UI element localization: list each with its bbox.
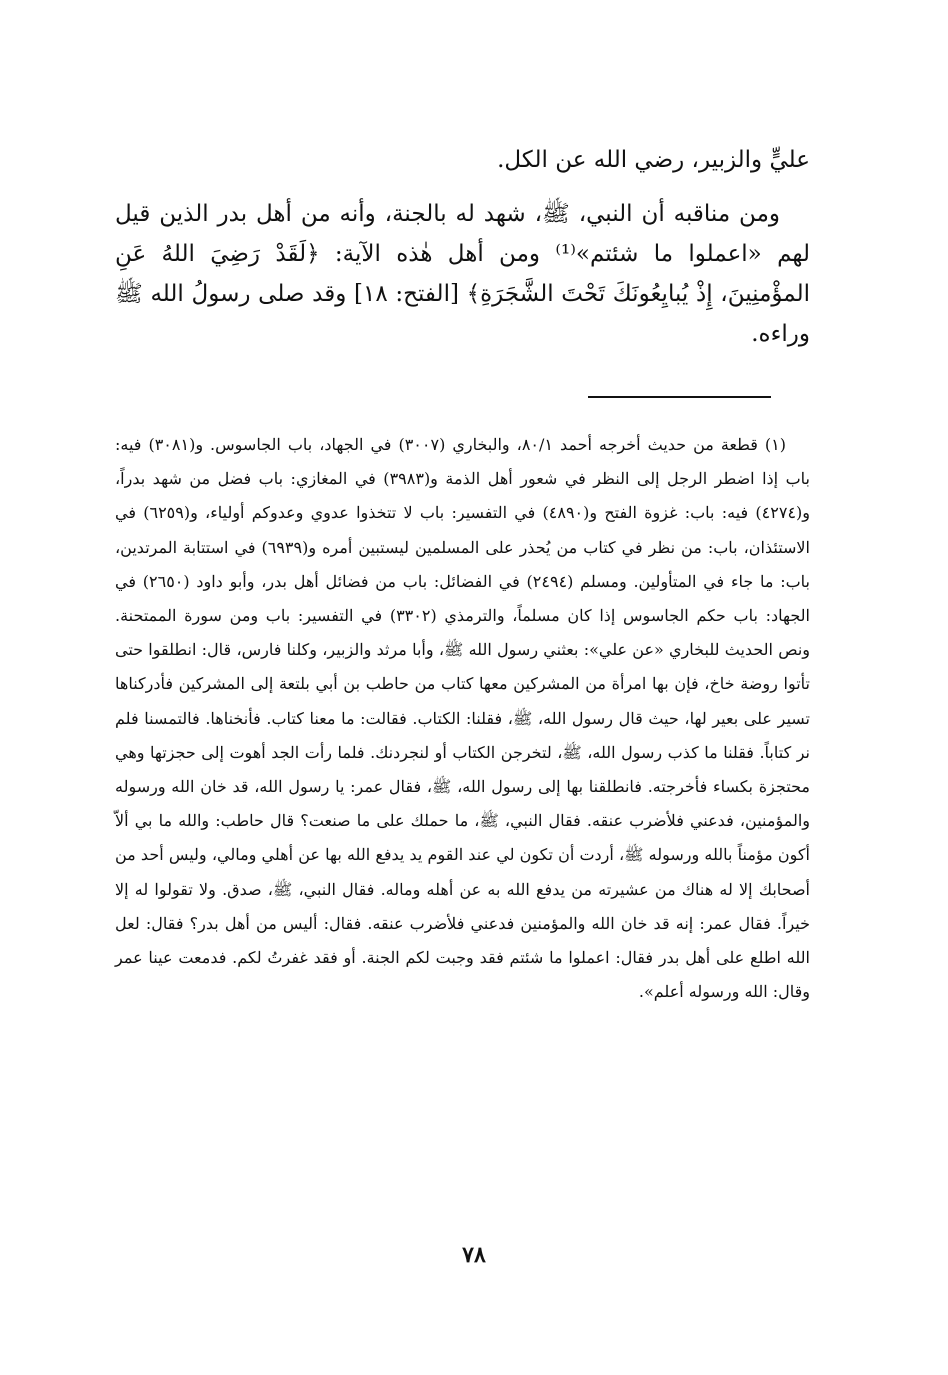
footnote-divider	[588, 396, 771, 398]
footnote-section	[115, 428, 810, 1009]
main-text	[115, 140, 810, 354]
footnote-text: (١) قطعة من حديث أخرجه أحمد ٨٠/١، والبخاري (٣٠٠٧) في الجهاد، باب الجاسوس. و(٣٠٨١) فيه: باب إذا اضطر الرجل إلى النظر في شعور أهل الذمة و(٣٩٨٣) في المغازي: باب فضل من شهد بدراً، و(٤٢٧٤) فيه: باب: غزوة الفتح و(٤٨٩٠) في التفسير: باب لا تتخذوا عدوي وعدوكم أولياء، و(٦٢٥٩) في الاستئذان، باب: من نظر في كتاب من يُحذر على المسلمين ليستبين أمره و(٦٩٣٩) في استتابة المرتدين، باب: ما جاء في المتأولين. ومسلم (٢٤٩٤) في الفضائل: باب من فضائل أهل بدر، وأبو داود (٢٦٥٠) في الجهاد: باب حكم الجاسوس إذا كان مسلماً، والترمذي (٣٣٠٢) في التفسير: باب ومن سورة الممتحنة. ونص الحديث للبخاري «عن علي»: بعثني رسول الله ﷺ، وأبا مرثد والزبير، وكلنا فارس، قال: انطلقوا حتى تأتوا روضة خاخ، فإن بها امرأة من المشركين معها كتاب من حاطب بن أبي بلتعة إلى المشركين فأدركناها تسير على بعير لها، حيث قال رسول الله، ﷺ، فقلنا: الكتاب. فقالت: ما معنا كتاب. فأنخناها. فالتمسنا فلم نر كتاباً. فقلنا ما كذب رسول الله، ﷺ، لتخرجن الكتاب أو لنجردنك. فلما رأت الجد أهوت إلى حجزتها وهي محتجزة بكساء فأخرجته. فانطلقنا بها إلى رسول الله، ﷺ، فقال عمر: يا رسول الله، قد خان الله ورسوله والمؤمنين، فدعني فلأضرب عنقه. فقال النبي، ﷺ، ما حملك على ما صنعت؟ قال حاطب: والله ما بي ألاّ أكون مؤمناً بالله ورسوله ﷺ، أردت أن تكون لي عند القوم يد يدفع الله بها عن أهلي ومالي، وليس أحد من أصحابك إلا له هناك من عشيرته من يدفع الله به عن أهله وماله. فقال النبي، ﷺ، صدق. ولا تقولوا له إلا خيراً. فقال عمر: إنه قد خان الله والمؤمنين فدعني فلأضرب عنقه. فقال: أليس من أهل بدر؟ فقال: لعل الله اطلع على أهل بدر فقال: اعملوا ما شئتم فقد وجبت لكم الجنة. أو فقد غفرتُ لكم. فدمعت عينا عمر وقال: الله ورسوله أعلم».	[115, 435, 811, 1002]
body-line-1: عليٍّ والزبير، رضي الله عن الكل.	[497, 147, 810, 173]
body-paragraph: ومن مناقبه أن النبي، ﷺ، شهد له بالجنة، وأنه من أهل بدر الذين قيل لهم «اعملوا ما شئتم»⁽¹⁾ ومن أهل هٰذه الآية: ﴿لَقَدْ رَضِيَ اللهُ عَنِ المؤْمنِينَ، إِذْ يُبايِعُونَكَ تَحْتَ الشَّجَرَةِ﴾ [الفتح: ١٨] وقد صلى رسولُ الله ﷺ وراءه.	[115, 201, 811, 347]
page-number: ٧٨	[462, 1242, 486, 1268]
